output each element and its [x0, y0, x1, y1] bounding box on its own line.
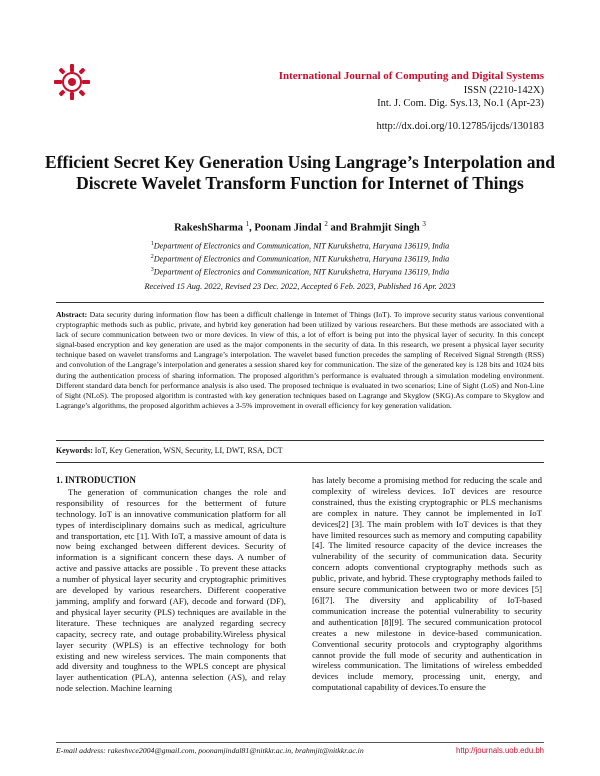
author-list: [0, 220, 600, 234]
author-separator: and: [327, 222, 351, 234]
divider: [56, 302, 544, 303]
author-name: Poonam Jindal: [254, 222, 322, 234]
author-sup: 2: [324, 220, 328, 228]
affiliation-sup: 1: [150, 241, 154, 247]
journal-header: [279, 70, 544, 111]
author-separator: ,: [249, 222, 255, 234]
received-dates: Received 15 Aug. 2022, Revised 23 Dec. 2022, Accepted 6 Feb. 2023, Published 16 Apr. 2023: [144, 282, 456, 291]
author-sup: 3: [422, 220, 426, 228]
affiliation: [0, 239, 600, 252]
affiliation-text: Department of Electronics and Communication, NIT Kurukshetra, Haryana 136119, India: [153, 254, 450, 264]
journal-name[interactable]: International Journal of Computing and Digital Systems: [278, 70, 544, 82]
affiliation: [0, 265, 600, 278]
citation: Int. J. Com. Dig. Sys.13, No.1 (Apr-23): [377, 98, 544, 109]
author-name: Brahmjit Singh: [350, 222, 420, 234]
author-sup: 1: [245, 220, 250, 228]
affiliations: [0, 239, 600, 279]
doi-link[interactable]: http://dx.doi.org/10.12785/ijcds/130183: [376, 121, 544, 132]
issn: ISSN (2210-142X): [463, 84, 544, 96]
author-name: RakeshSharma: [174, 222, 243, 234]
body-paragraph: has lately become a promising method for reducing the scale and complexity of wireless devices. IoT devices are resource constrained, thus the existing cryptographic or PLS mechanisms are complex in nature. They cannot be implemented in IoT devices[2] [3]. The main problem with IoT devices is that they have limited resources such as memory and computing capability [4]. The limited resource capacity of the device increases the vulnerability of the security of communication data. Security concern adopts conventional cryptography methods such as public, private, and hybrid. These cryptography methods failed to ensure secure communication between two or more devices [5][6][7]. The diversity and applicability of IoT-based communication increase the potential vulnerability to security and authentication [8][9]. The secured communication protocol creates a new milestone in device-based communication. Conventional security protocols and cryptography algorithms cannot provide the full mode of security and authentication in wireless communication. The limitations of wireless embedded devices include memory, processing unit, energy, and computational capability of devices.To ensure the: [312, 475, 542, 693]
divider: [56, 462, 544, 463]
affiliation: [0, 252, 600, 265]
left-column: [56, 475, 286, 694]
footer-email: E-mail address: rakeshvce2004@gmail.com, poonamjindal81@nitkkr.ac.in, brahmjit@nitkkr.ac.in: [56, 746, 364, 755]
right-column: [312, 475, 542, 693]
footer-divider: [56, 742, 544, 743]
divider: [56, 440, 544, 441]
paper-title: Efficient Secret Key Generation Using Langrage’s Interpolation and Discrete Wavelet Transform Function for Internet of Things: [45, 152, 555, 193]
footer-url[interactable]: http://journals.uob.edu.bh: [456, 746, 544, 755]
affiliation-text: Department of Electronics and Communication, NIT Kurukshetra, Haryana 136119, India: [153, 268, 450, 278]
affiliation-sup: 2: [150, 254, 154, 261]
affiliation-sup: 3: [150, 267, 154, 274]
keywords-label: Keywords:: [56, 446, 93, 455]
affiliation-text: Department of Electronics and Communication, NIT Kurukshetra, Haryana 136119, India: [153, 241, 450, 251]
abstract: [56, 310, 544, 411]
abstract-label: Abstract:: [56, 310, 88, 319]
keywords-text: IoT, Key Generation, WSN, Security, LI, DWT, RSA, DCT: [92, 446, 283, 455]
journal-logo-icon: [52, 62, 92, 102]
section-heading: 1. INTRODUCTION: [56, 475, 136, 485]
abstract-text: Data security during information flow has been a difficult challenge in Internet of Things (IoT). To improve security status various conventional cryptographic methods such as public, private, and hybrid key generation had been utilized by various researchers. But these methods are associated with a lack of secure communication between two or more devices. In view of this, a lot of effort is being put into the physical layer of security. In this concept signal-based encryption and key generation are used as the major components in the security of data. In this research, we present a physical layer security technique based on wavelet transforms and Langrage’s interpolation. The wavelet based function precedes the sampling of Received Signal Strength (RSS) and convolution of the Langrage’s interpolation and generates a session shared key for communication. The size of the generated key is 128 bits and 1024 bits during the authentication process of sharing information. The proposed algorithm’s performance is evaluated through a simulation modeling environment. Different standard data bench for performance analysis is also used. The proposed technique is evaluated in two scenarios; Line of Sight (LoS) and Non-Line of Sight (NLoS). The proposed algorithm is contrasted with key generation techniques based on Lagrange and Skyglow (SKG).As compare to Skyglow and Lagrange’s algorithms, the proposed algorithm achieves a 3-5% improvement in overall efficiency for key generation validation.: [56, 310, 544, 410]
keywords: [56, 446, 544, 455]
body-paragraph: The generation of communication changes the role and responsibility of resources for the betterment of future technology. IoT is an innovative communication platform for all types of interdisciplinary domains such as medical, agriculture and transportation, etc [1]. With IoT, a massive amount of data is now being exchanged between different devices. Security of information is a significant concern these days. A number of active and passive attacks are possible . To prevent these attacks a number of physical layer security and cryptographic primitives are developed by various researchers. Different cooperative jamming, amplify and forward (AF), decode and forward (DF), and physical layer security (PLS) techniques are available in the literature. These techniques are analyzed regarding secrecy capacity, secrecy rate, and outage probability.Wireless physical layer security (WPLS) is an effective technology for both existing and new wireless services. The main components that add diversity and toughness to the WPLS concept are physical layer authentication (PLA), antenna selection (AS), and relay node selection. Machine learning: [56, 486, 286, 694]
